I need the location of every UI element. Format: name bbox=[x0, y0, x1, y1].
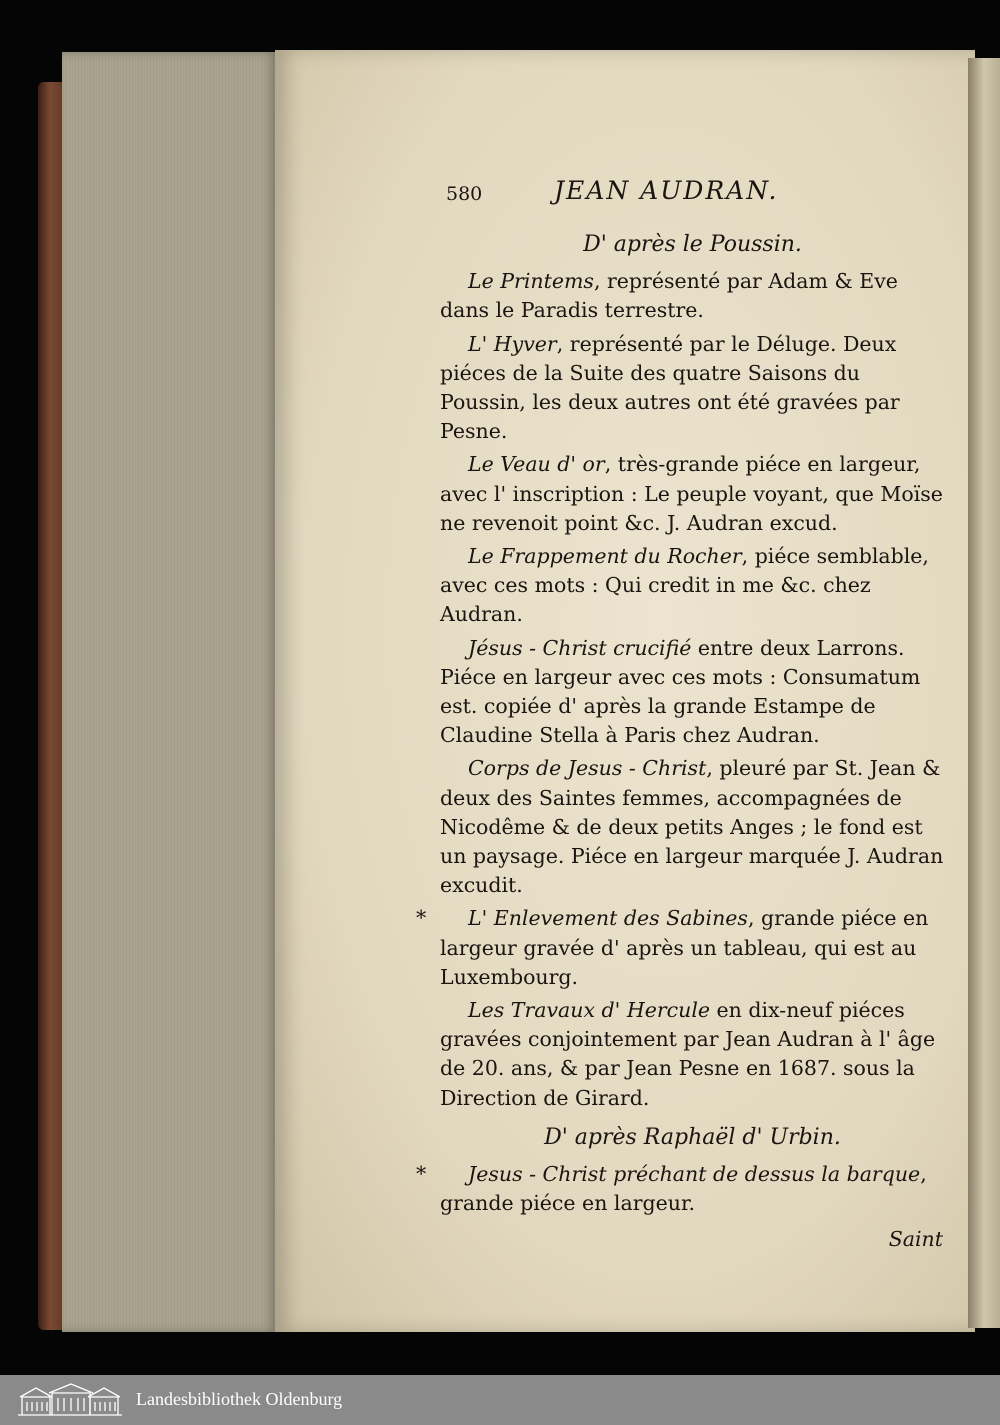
running-title: JEAN AUDRAN. bbox=[554, 176, 779, 205]
entry-veau-d-or: Le Veau d' or, très-grande piéce en largeur, avec l' inscription : Le peuple voyant, que Moïse ne revenoit point &c. J. Audran excud. bbox=[440, 452, 943, 535]
catchword: Saint bbox=[888, 1226, 943, 1251]
entry-printems: Le Printems, représenté par Adam & Eve dans le Paradis terrestre. bbox=[440, 269, 898, 323]
entry-travaux-d-hercule: Les Travaux d' Hercule en dix-neuf piéces gravées conjointement par Jean Audran à l' âge de 20. ans, & par Jean Pesne en 1687. sous la Direction de Girard. bbox=[440, 998, 936, 1110]
library-building-icon bbox=[16, 1383, 124, 1417]
page-edges bbox=[62, 52, 277, 1332]
section-heading-poussin: D' après le Poussin. bbox=[583, 232, 802, 257]
facing-page-edge bbox=[968, 58, 1000, 1328]
running-head bbox=[440, 176, 945, 220]
library-footer bbox=[0, 1375, 1000, 1425]
entry-jesus-christ-crucifie: Jésus - Christ crucifié entre deux Larrons. Piéce en largeur avec ces mots : Consumatum est. copiée d' après la grande Estampe de Claudine Stella à Paris chez Audran. bbox=[440, 635, 921, 748]
page-number: 580 bbox=[446, 183, 483, 205]
asterisk-mark: * bbox=[416, 1162, 427, 1187]
section-heading-raphael: D' après Raphaël d' Urbin. bbox=[544, 1124, 841, 1150]
entry-corps-de-jesus-christ: Corps de Jesus - Christ, pleuré par St. Jean & deux des Saintes femmes, accompagnées de Nicodême & de deux petits Anges ; le fond est un paysage. Piéce en largeur marquée J. Audran excudit. bbox=[440, 756, 944, 898]
entry-jesus-christ-prechant: * Jesus - Christ préchant de dessus la barque, grande piéce en largeur. bbox=[416, 1162, 927, 1216]
page-text bbox=[416, 176, 945, 1254]
entry-enlevement-des-sabines: * L' Enlevement des Sabines, grande piéce en largeur gravée d' après un tableau, qui est au Luxembourg. bbox=[416, 906, 929, 989]
entry-hyver: L' Hyver, représenté par le Déluge. Deux piéces de la Suite des quatre Saisons du Poussin, les deux autres ont été gravées par Pesne. bbox=[440, 331, 900, 444]
library-name: Landesbibliothek Oldenburg bbox=[136, 1389, 343, 1409]
entry-frappement-du-rocher: Le Frappement du Rocher, piéce semblable, avec ces mots : Qui credit in me &c. chez Audran. bbox=[440, 544, 929, 627]
asterisk-mark: * bbox=[416, 906, 427, 931]
